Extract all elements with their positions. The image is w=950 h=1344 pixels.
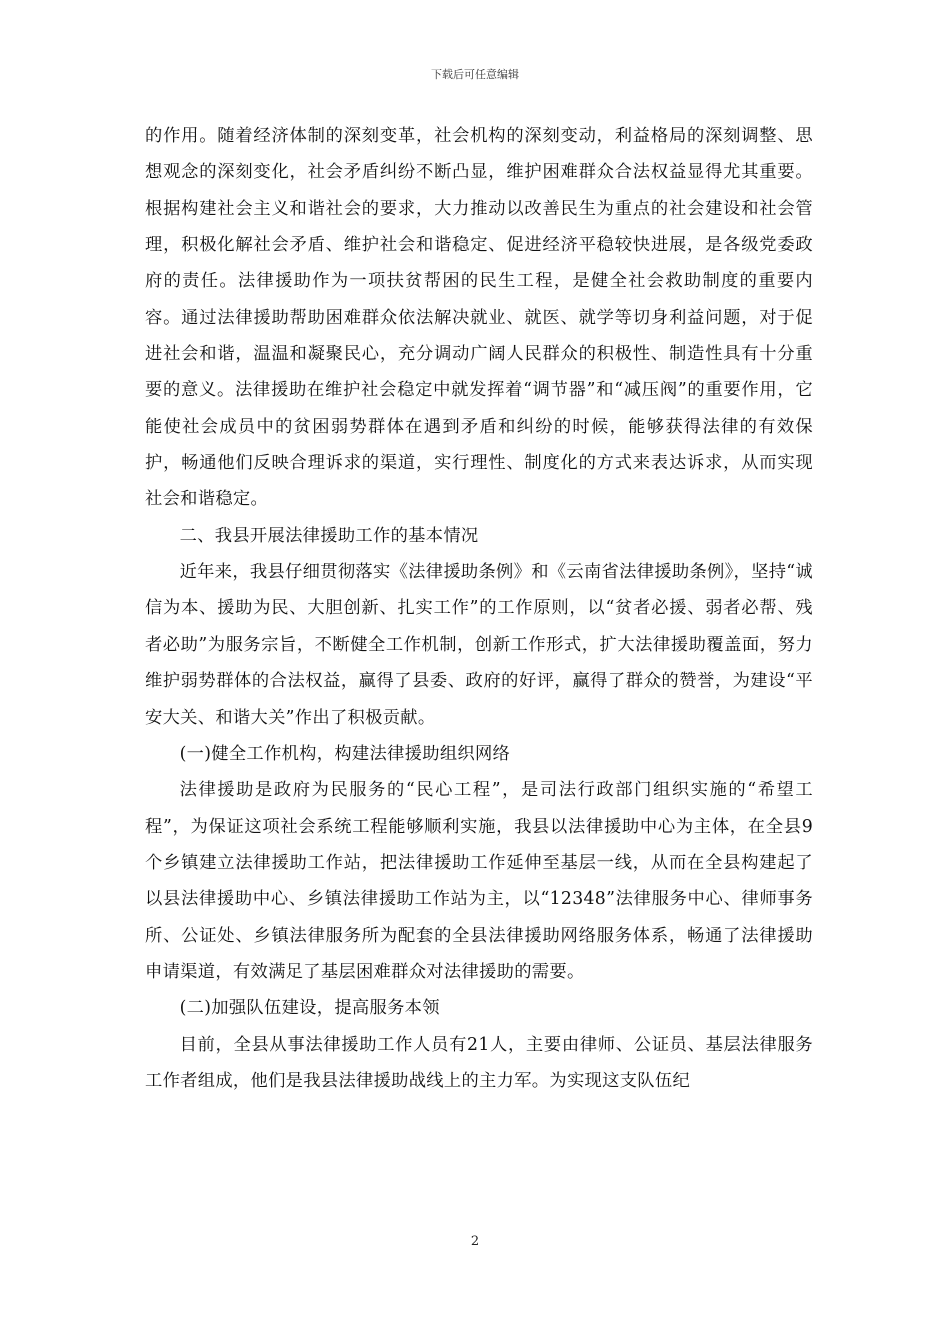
paragraph: 法律援助是政府为民服务的“民心工程”，是司法行政部门组织实施的“希望工程”，为保证这项社会系统工程能够顺利实施，我县以法律援助中心为主体，在全县9个乡镇建立法律援助工作站，把法律援助工作延伸至基层一线，从而在全县构建起了以县法律援助中心、乡镇法律援助工作站为主，以“12348”法律服务中心、律师事务所、公证处、乡镇法律服务所为配套的全县法律援助网络服务体系，畅通了法律援助申请渠道，有效满足了基层困难群众对法律援助的需要。 xyxy=(145,780,813,982)
subsection-heading: (一)健全工作机构，构建法律援助组织网络 xyxy=(179,743,511,764)
paragraph-continuation: 的作用。随着经济体制的深刻变革，社会机构的深刻变动，利益格局的深刻调整、思想观念的深刻变化，社会矛盾纠纷不断凸显，维护困难群众合法权益显得尤其重要。根据构建社会主义和谐社会的要求，大力推动以改善民生为重点的社会建设和社会管理，积极化解社会矛盾、维护社会和谐稳定、促进经济平稳较快进展，是各级党委政府的责任。法律援助作为一项扶贫帮困的民生工程，是健全社会救助制度的重要内容。通过法律援助帮助困难群众依法解决就业、就医、就学等切身利益问题，对于促进社会和谐，温温和凝聚民心，充分调动广阔人民群众的积极性、制造性具有十分重要的意义。法律援助在维护社会稳定中就发挥着“调节器”和“减压阀”的重要作用，它能使社会成员中的贫困弱势群体在遇到矛盾和纠纷的时候，能够获得法律的有效保护，畅通他们反映合理诉求的渠道，实行理性、制度化的方式来表达诉求，从而实现社会和谐稳定。 xyxy=(145,126,813,510)
section-heading: 二、我县开展法律援助工作的基本情况 xyxy=(179,525,479,546)
page-number: 2 xyxy=(470,1234,480,1249)
paragraph: 近年来，我县仔细贯彻落实《法律援助条例》和《云南省法律援助条例》，坚持“诚信为本、援助为民、大胆创新、扎实工作”的工作原则，以“贫者必援、弱者必帮、残者必助”为服务宗旨，不断健全工作机制，创新工作形式，扩大法律援助覆盖面，努力维护弱势群体的合法权益，赢得了县委、政府的好评，赢得了群众的赞誉，为建设“平安大关、和谐大关”作出了积极贡献。 xyxy=(145,562,814,728)
subsection-heading: (二)加强队伍建设，提高服务本领 xyxy=(179,998,440,1019)
page-header: 下载后可任意编辑 xyxy=(431,68,519,81)
document-body xyxy=(145,118,813,1099)
paragraph: 目前，全县从事法律援助工作人员有21人，主要由律师、公证员、基层法律服务工作者组成，他们是我县法律援助战线上的主力军。为实现这支队伍纪 xyxy=(145,1034,813,1091)
